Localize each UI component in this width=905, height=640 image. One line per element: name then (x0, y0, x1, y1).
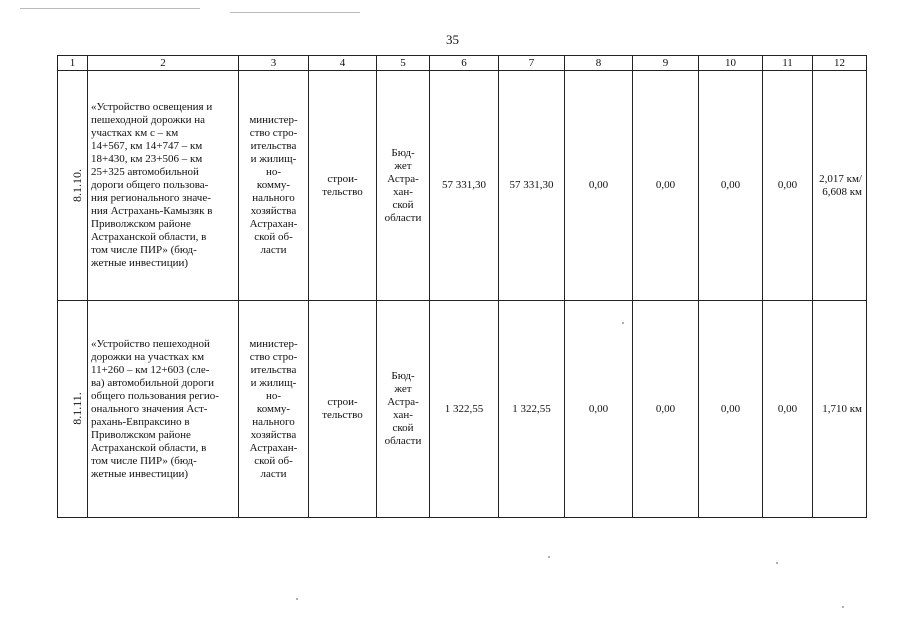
funding-source-cell: Бюд- жет Астра- хан- ской области (377, 301, 430, 518)
value-cell-8: 0,00 (565, 301, 633, 518)
length-cell: 2,017 км/ 6,608 км (813, 71, 867, 301)
scan-speck (548, 556, 550, 558)
column-header: 5 (377, 56, 430, 71)
data-table (57, 55, 867, 518)
organization-cell: министер- ство стро- ительства и жилищ- но- комму- нального хозяйства Астрахан- ской об- ласти (239, 71, 309, 301)
column-header: 3 (239, 56, 309, 71)
value-cell-8: 0,00 (565, 71, 633, 301)
column-header: 10 (699, 56, 763, 71)
object-name-cell: «Устройство освещения и пешеходной дорожки на участках км с – км 14+567, км 14+747 – км 18+430, км 23+506 – км 25+325 автомобильной дороги общего пользова- ния регионального значе- ния Астрахань-Камызяк в Приволжском районе Астраханской области, в том числе ПИР» (бюд- жетные инвестиции) (88, 71, 239, 301)
scan-speck (776, 562, 778, 564)
row-number: 8.1.11. (69, 392, 84, 425)
value-cell-6: 57 331,30 (430, 71, 499, 301)
row-number: 8.1.10. (70, 168, 84, 202)
value-cell-10: 0,00 (699, 71, 763, 301)
scan-speck (296, 598, 298, 600)
object-name-cell: «Устройство пешеходной дорожки на участках км 11+260 – км 12+603 (сле- ва) автомобильной дороги общего пользования регио- онального значения Аст- рахань-Евпраксино в Приволжском районе Астраханской области, в том числе ПИР» (бюд- жетные инвестиции) (88, 301, 239, 518)
table-row (58, 71, 867, 301)
scan-artifact-line (20, 8, 200, 9)
column-header: 4 (309, 56, 377, 71)
value-cell-11: 0,00 (763, 71, 813, 301)
work-type-cell: строи- тельство (309, 301, 377, 518)
column-header: 12 (813, 56, 867, 71)
value-cell-10: 0,00 (699, 301, 763, 518)
scan-speck (842, 606, 844, 608)
row-number-cell (58, 71, 88, 301)
column-header: 9 (633, 56, 699, 71)
column-header: 11 (763, 56, 813, 71)
table-header-row (58, 56, 867, 71)
work-type-cell: строи- тельство (309, 71, 377, 301)
table-row (58, 301, 867, 518)
value-cell-7: 57 331,30 (499, 71, 565, 301)
column-header: 7 (499, 56, 565, 71)
row-number-cell (58, 301, 88, 518)
value-cell-7: 1 322,55 (499, 301, 565, 518)
scan-speck (622, 322, 624, 324)
length-cell: 1,710 км (813, 301, 867, 518)
column-header: 1 (58, 56, 88, 71)
organization-cell: министер- ство стро- ительства и жилищ- но- комму- нального хозяйства Астрахан- ской об- ласти (239, 301, 309, 518)
page-number: 35 (446, 32, 459, 47)
column-header: 8 (565, 56, 633, 71)
value-cell-6: 1 322,55 (430, 301, 499, 518)
column-header: 6 (430, 56, 499, 71)
value-cell-9: 0,00 (633, 71, 699, 301)
funding-source-cell: Бюд- жет Астра- хан- ской области (377, 71, 430, 301)
value-cell-11: 0,00 (763, 301, 813, 518)
column-header: 2 (88, 56, 239, 71)
value-cell-9: 0,00 (633, 301, 699, 518)
scan-artifact-line (230, 12, 360, 13)
